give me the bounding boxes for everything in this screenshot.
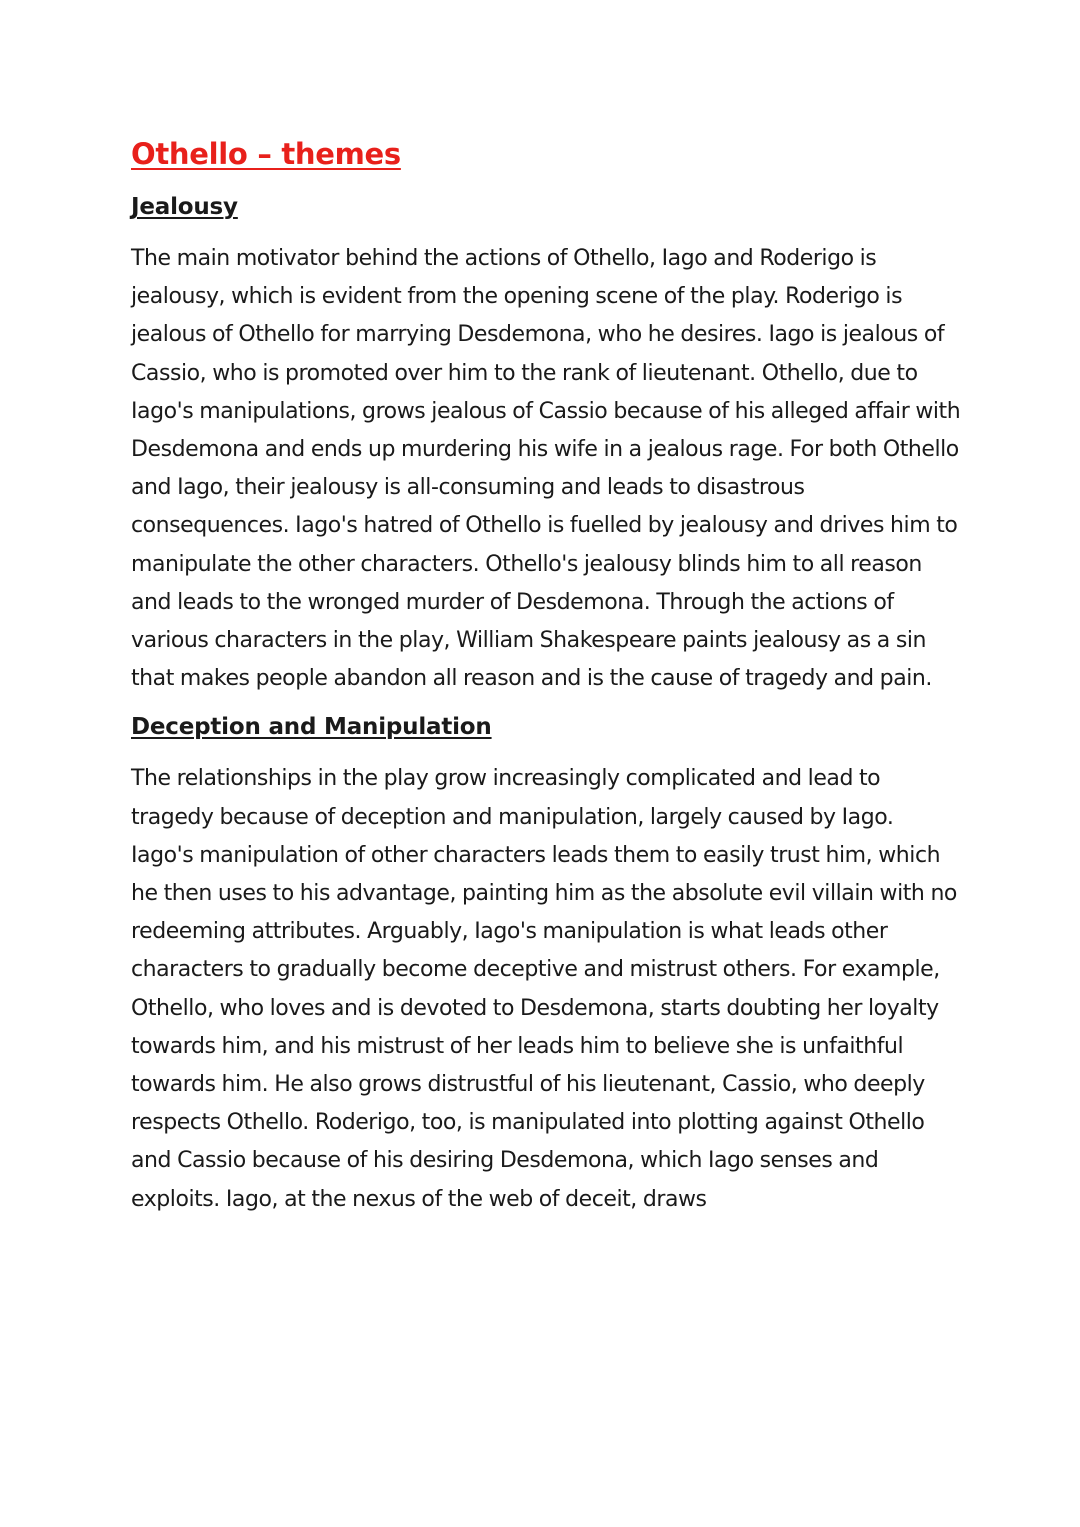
document-page <box>131 132 961 1229</box>
section-heading-jealousy: Jealousy <box>131 194 238 220</box>
document-title: Othello – themes <box>131 137 401 171</box>
section-heading-deception-and-manipulation: Deception and Manipulation <box>131 714 492 741</box>
section-jealousy <box>131 188 961 698</box>
section-body-jealousy: The main motivator behind the actions of Othello, Iago and Roderigo is jealousy, which is evident from the opening scene of the play. Roderigo is jealous of Othello for marrying Desdemona, who he desires. Iago is jealous of Cassio, who is promoted over him to the rank of lieutenant. Othello, due to Iago's manipulations, grows jealous of Cassio because of his alleged affair with Desdemona and ends up murdering his wife in a jealous rage. For both Othello and Iago, their jealousy is all-consuming and leads to disastrous consequences. Iago's hatred of Othello is fuelled by jealousy and drives him to manipulate the other characters. Othello's jealousy blinds him to all reason and leads to the wronged murder of Desdemona. Through the actions of various characters in the play, William Shakespeare paints jealousy as a sin that makes people abandon all reason and is the cause of tragedy and pain. <box>131 246 961 692</box>
section-body-deception-and-manipulation: The relationships in the play grow increasingly complicated and lead to tragedy because of deception and manipulation, largely caused by Iago. Iago's manipulation of other characters leads them to easily trust him, which he then uses to his advantage, painting him as the absolute evil villain with no redeeming attributes. Arguably, Iago's manipulation is what leads other characters to gradually become deceptive and mistrust others. For example, Othello, who loves and is devoted to Desdemona, starts doubting her loyalty towards him, and his mistrust of her leads him to believe she is unfaithful towards him. He also grows distrustful of his lieutenant, Cassio, who deeply respects Othello. Roderigo, too, is manipulated into plotting against Othello and Cassio because of his desiring Desdemona, which Iago senses and exploits. Iago, at the nexus of the web of deceit, draws <box>131 766 957 1212</box>
section-deception-and-manipulation <box>131 708 961 1218</box>
